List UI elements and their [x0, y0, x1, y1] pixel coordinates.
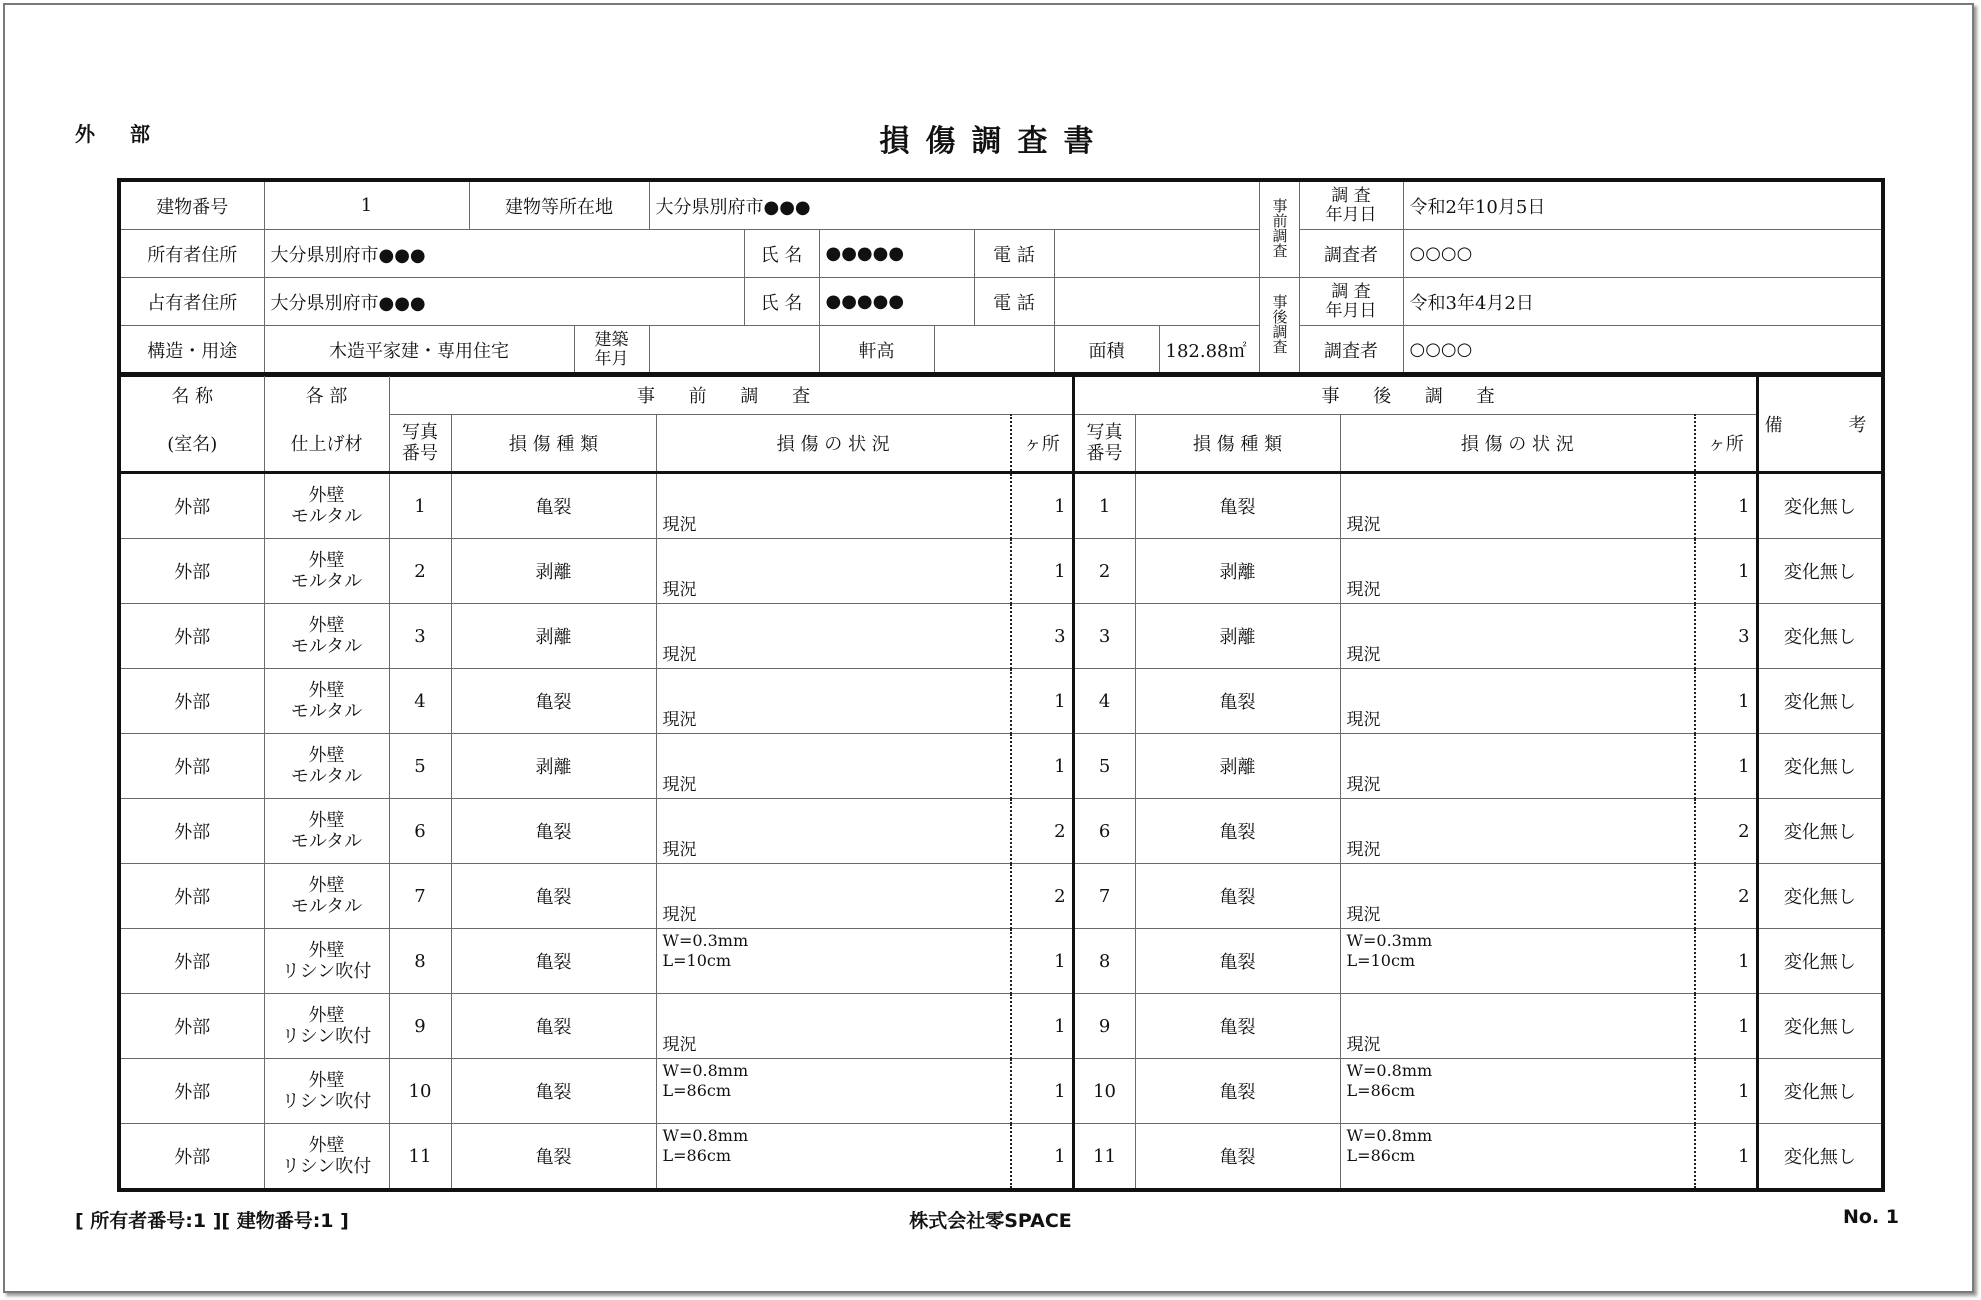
post-damage-type: 亀裂	[1135, 994, 1340, 1059]
post-count: 3	[1695, 604, 1757, 669]
room-name: 外部	[119, 929, 264, 994]
occupant-name-label: 氏 名	[744, 278, 819, 326]
structure-value: 木造平家建・専用住宅	[264, 326, 574, 376]
pre-photo-no: 11	[389, 1124, 451, 1191]
remarks: 変化無し	[1757, 1059, 1883, 1124]
post-damage-status: 現況	[1340, 994, 1695, 1059]
finish-material: 外壁 モルタル	[264, 864, 389, 929]
header-room-name: (室名)	[119, 415, 264, 473]
pre-photo-no: 9	[389, 994, 451, 1059]
room-name: 外部	[119, 864, 264, 929]
pre-survey-vertical-label: 事前調査	[1259, 180, 1299, 278]
pre-photo-no: 6	[389, 799, 451, 864]
pre-damage-status: 現況	[656, 994, 1011, 1059]
survey-rows	[119, 473, 1883, 1191]
owner-address-label: 所有者住所	[119, 230, 264, 278]
post-count: 1	[1695, 1124, 1757, 1191]
post-count: 1	[1695, 994, 1757, 1059]
post-damage-type: 亀裂	[1135, 473, 1340, 539]
post-surveyor-label: 調査者	[1299, 326, 1403, 376]
table-row	[119, 1059, 1883, 1124]
eave-value	[934, 326, 1054, 376]
post-count: 2	[1695, 864, 1757, 929]
location-value: 大分県別府市●●●	[649, 180, 1259, 230]
room-name: 外部	[119, 539, 264, 604]
remarks: 変化無し	[1757, 539, 1883, 604]
remarks: 変化無し	[1757, 1124, 1883, 1191]
area-label: 面積	[1054, 326, 1159, 376]
post-damage-status: 現況	[1340, 864, 1695, 929]
pre-count: 1	[1011, 929, 1073, 994]
pre-count: 1	[1011, 539, 1073, 604]
room-name: 外部	[119, 799, 264, 864]
pre-survey-date: 令和2年10月5日	[1403, 180, 1883, 230]
pre-surveyor: ○○○○	[1403, 230, 1883, 278]
footer-page-no: No. 1	[1842, 1206, 1899, 1228]
post-damage-type: 亀裂	[1135, 669, 1340, 734]
finish-material: 外壁 モルタル	[264, 473, 389, 539]
finish-material: 外壁 モルタル	[264, 799, 389, 864]
pre-surveyor-label: 調査者	[1299, 230, 1403, 278]
building-no-label: 建物番号	[119, 180, 264, 230]
post-damage-status: 現況	[1340, 604, 1695, 669]
header-pre-damage-status: 損 傷 の 状 況	[656, 415, 1011, 473]
post-damage-type: 亀裂	[1135, 799, 1340, 864]
owner-address: 大分県別府市●●●	[264, 230, 744, 278]
post-photo-no: 3	[1073, 604, 1135, 669]
document-title: 損傷調査書	[879, 124, 1110, 159]
post-damage-type: 亀裂	[1135, 929, 1340, 994]
post-damage-type: 剥離	[1135, 539, 1340, 604]
remarks: 変化無し	[1757, 473, 1883, 539]
post-count: 1	[1695, 669, 1757, 734]
post-photo-no: 2	[1073, 539, 1135, 604]
pre-damage-type: 剥離	[451, 539, 656, 604]
pre-damage-type: 剥離	[451, 734, 656, 799]
post-count: 1	[1695, 929, 1757, 994]
remarks: 変化無し	[1757, 994, 1883, 1059]
post-photo-no: 8	[1073, 929, 1135, 994]
pre-photo-no: 4	[389, 669, 451, 734]
pre-damage-type: 亀裂	[451, 799, 656, 864]
structure-label: 構造・用途	[119, 326, 264, 376]
post-photo-no: 9	[1073, 994, 1135, 1059]
post-photo-no: 5	[1073, 734, 1135, 799]
pre-damage-type: 亀裂	[451, 994, 656, 1059]
header-pre-survey: 事 前 調 査	[389, 374, 1073, 415]
pre-photo-no: 5	[389, 734, 451, 799]
table-row	[119, 799, 1883, 864]
table-row	[119, 1124, 1883, 1191]
damage-survey-table	[117, 372, 1897, 1192]
table-row	[119, 473, 1883, 539]
eave-label: 軒高	[819, 326, 934, 376]
remarks: 変化無し	[1757, 864, 1883, 929]
pre-damage-type: 剥離	[451, 604, 656, 669]
location-label: 建物等所在地	[469, 180, 649, 230]
table-row	[119, 539, 1883, 604]
post-count: 2	[1695, 799, 1757, 864]
built-value	[649, 326, 819, 376]
post-damage-status: W=0.8mm L=86cm	[1340, 1059, 1695, 1124]
header-name: 名 称	[119, 374, 264, 415]
post-damage-status: W=0.3mm L=10cm	[1340, 929, 1695, 994]
pre-photo-no: 1	[389, 473, 451, 539]
occupant-phone	[1054, 278, 1259, 326]
pre-count: 1	[1011, 734, 1073, 799]
pre-count: 1	[1011, 473, 1073, 539]
header-pre-damage-type: 損 傷 種 類	[451, 415, 656, 473]
post-damage-status: 現況	[1340, 799, 1695, 864]
remarks: 変化無し	[1757, 669, 1883, 734]
pre-damage-status: 現況	[656, 734, 1011, 799]
header-pre-count: ヶ所	[1011, 415, 1073, 473]
pre-damage-status: W=0.3mm L=10cm	[656, 929, 1011, 994]
header-finish-material: 仕上げ材	[264, 415, 389, 473]
post-photo-no: 7	[1073, 864, 1135, 929]
pre-count: 1	[1011, 994, 1073, 1059]
post-count: 1	[1695, 734, 1757, 799]
post-damage-status: 現況	[1340, 473, 1695, 539]
pre-damage-status: W=0.8mm L=86cm	[656, 1059, 1011, 1124]
header-remarks: 備 考	[1757, 374, 1883, 473]
pre-damage-status: 現況	[656, 604, 1011, 669]
pre-count: 1	[1011, 669, 1073, 734]
pre-photo-no: 8	[389, 929, 451, 994]
post-damage-status: 現況	[1340, 539, 1695, 604]
table-row	[119, 734, 1883, 799]
pre-damage-status: 現況	[656, 799, 1011, 864]
finish-material: 外壁 モルタル	[264, 669, 389, 734]
pre-photo-no: 2	[389, 539, 451, 604]
occupant-address-label: 占有者住所	[119, 278, 264, 326]
header-post-photo-no: 写真 番号	[1073, 415, 1135, 473]
post-count: 1	[1695, 539, 1757, 604]
finish-material: 外壁 リシン吹付	[264, 1124, 389, 1191]
occupant-name: ●●●●●	[819, 278, 974, 326]
post-damage-status: 現況	[1340, 734, 1695, 799]
pre-damage-status: 現況	[656, 864, 1011, 929]
finish-material: 外壁 リシン吹付	[264, 1059, 389, 1124]
post-damage-type: 亀裂	[1135, 1059, 1340, 1124]
pre-damage-type: 亀裂	[451, 1124, 656, 1191]
built-label: 建築 年月	[574, 326, 649, 376]
pre-damage-status: W=0.8mm L=86cm	[656, 1124, 1011, 1191]
room-name: 外部	[119, 1059, 264, 1124]
remarks: 変化無し	[1757, 929, 1883, 994]
pre-count: 3	[1011, 604, 1073, 669]
pre-count: 1	[1011, 1059, 1073, 1124]
post-survey-date: 令和3年4月2日	[1403, 278, 1883, 326]
owner-phone	[1054, 230, 1259, 278]
footer-company: 株式会社零SPACE	[909, 1210, 1072, 1232]
table-row	[119, 994, 1883, 1059]
post-damage-type: 剥離	[1135, 604, 1340, 669]
post-survey-vertical-label: 事後調査	[1259, 278, 1299, 376]
remarks: 変化無し	[1757, 604, 1883, 669]
post-surveyor: ○○○○	[1403, 326, 1883, 376]
post-photo-no: 4	[1073, 669, 1135, 734]
post-damage-status: W=0.8mm L=86cm	[1340, 1124, 1695, 1191]
owner-name: ●●●●●	[819, 230, 974, 278]
section-label: 外 部	[75, 122, 164, 146]
owner-phone-label: 電 話	[974, 230, 1054, 278]
remarks: 変化無し	[1757, 734, 1883, 799]
header-post-damage-type: 損 傷 種 類	[1135, 415, 1340, 473]
post-survey-date-label: 調 査 年月日	[1299, 278, 1403, 326]
post-damage-status: 現況	[1340, 669, 1695, 734]
post-damage-type: 亀裂	[1135, 1124, 1340, 1191]
table-row	[119, 864, 1883, 929]
room-name: 外部	[119, 604, 264, 669]
occupant-address: 大分県別府市●●●	[264, 278, 744, 326]
header-pre-photo-no: 写真 番号	[389, 415, 451, 473]
room-name: 外部	[119, 1124, 264, 1191]
table-row	[119, 669, 1883, 734]
pre-damage-type: 亀裂	[451, 1059, 656, 1124]
pre-count: 2	[1011, 864, 1073, 929]
pre-damage-status: 現況	[656, 669, 1011, 734]
post-count: 1	[1695, 1059, 1757, 1124]
header-post-survey: 事 後 調 査	[1073, 374, 1757, 415]
finish-material: 外壁 リシン吹付	[264, 994, 389, 1059]
room-name: 外部	[119, 734, 264, 799]
occupant-phone-label: 電 話	[974, 278, 1054, 326]
pre-photo-no: 7	[389, 864, 451, 929]
building-no: 1	[264, 180, 469, 230]
pre-survey-date-label: 調 査 年月日	[1299, 180, 1403, 230]
pre-damage-type: 亀裂	[451, 669, 656, 734]
post-photo-no: 6	[1073, 799, 1135, 864]
finish-material: 外壁 モルタル	[264, 604, 389, 669]
post-photo-no: 11	[1073, 1124, 1135, 1191]
pre-damage-status: 現況	[656, 539, 1011, 604]
room-name: 外部	[119, 669, 264, 734]
post-damage-type: 剥離	[1135, 734, 1340, 799]
finish-material: 外壁 モルタル	[264, 734, 389, 799]
pre-damage-type: 亀裂	[451, 864, 656, 929]
room-name: 外部	[119, 473, 264, 539]
pre-count: 2	[1011, 799, 1073, 864]
remarks: 変化無し	[1757, 799, 1883, 864]
post-count: 1	[1695, 473, 1757, 539]
table-row	[119, 929, 1883, 994]
area-value: 182.88㎡	[1159, 326, 1259, 376]
pre-photo-no: 10	[389, 1059, 451, 1124]
pre-damage-status: 現況	[656, 473, 1011, 539]
post-damage-type: 亀裂	[1135, 864, 1340, 929]
table-row	[119, 604, 1883, 669]
post-photo-no: 10	[1073, 1059, 1135, 1124]
owner-name-label: 氏 名	[744, 230, 819, 278]
pre-count: 1	[1011, 1124, 1073, 1191]
post-photo-no: 1	[1073, 473, 1135, 539]
header-post-count: ヶ所	[1695, 415, 1757, 473]
header-part: 各 部	[264, 374, 389, 415]
header-post-damage-status: 損 傷 の 状 況	[1340, 415, 1695, 473]
pre-damage-type: 亀裂	[451, 929, 656, 994]
pre-damage-type: 亀裂	[451, 473, 656, 539]
room-name: 外部	[119, 994, 264, 1059]
footer-ids: [ 所有者番号:1 ][ 建物番号:1 ]	[75, 1210, 349, 1232]
finish-material: 外壁 モルタル	[264, 539, 389, 604]
finish-material: 外壁 リシン吹付	[264, 929, 389, 994]
pre-photo-no: 3	[389, 604, 451, 669]
building-info-table	[117, 178, 1885, 377]
